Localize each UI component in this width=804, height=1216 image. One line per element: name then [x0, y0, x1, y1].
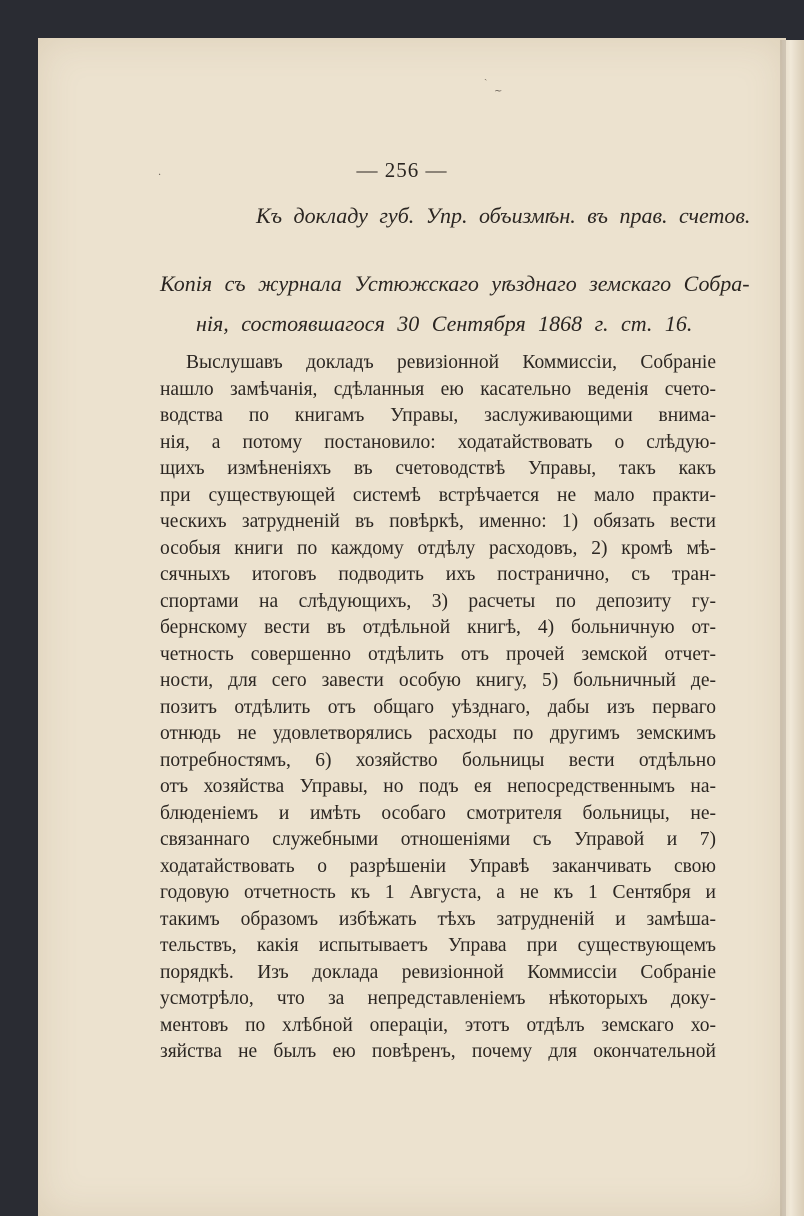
body-line: ческихъ затрудненій въ повѣркѣ, именно: 1) обязать вести — [160, 511, 716, 532]
page-edge-shadow — [780, 40, 786, 1216]
body-line: ходатайствовать о разрѣшеніи Управѣ заканчивать свою — [160, 855, 716, 877]
body-line: усмотрѣло, что за непредставленіемъ нѣкоторыхъ доку- — [160, 988, 716, 1009]
body-line: сячныхъ итоговъ подводить ихъ постранично, съ тран- — [160, 564, 716, 585]
body-line: блюденіемъ и имѣть особаго смотрителя больницы, не- — [160, 802, 716, 824]
body-line: ментовъ по хлѣбной операціи, этотъ отдѣлъ земскаго хо- — [160, 1014, 716, 1036]
body-line: ности, для сего завести особую книгу, 5) больничный де- — [160, 670, 716, 691]
body-line: водства по книгамъ Управы, заслуживающими внима- — [160, 405, 716, 426]
heading-line: нія, состоявшагося 30 Сентября 1868 г. ст. 16. — [196, 311, 693, 336]
heading-line: Копія съ журнала Устюжскаго уѣзднаго земскаго Собра- — [160, 271, 750, 296]
paper-speck: · — [158, 170, 162, 181]
body-line: потребностямъ, 6) хозяйство больницы вести отдѣльно — [160, 749, 716, 771]
body-line: годовую отчетность къ 1 Августа, а не къ 1 Сентября и — [160, 882, 716, 903]
body-line: отъ хозяйства Управы, но подъ ея непосредственнымъ на- — [160, 776, 716, 797]
body-line: такимъ образомъ избѣжать тѣхъ затрудненій и замѣша- — [160, 908, 716, 930]
body-line: бернскому вести въ отдѣльной книгѣ, 4) больничную от- — [160, 617, 716, 638]
body-line: нашло замѣчанія, сдѣланныя ею касательно веденія счето- — [160, 378, 716, 400]
body-line: отнюдь не удовлетворялись расходы по другимъ земскимъ — [160, 723, 716, 744]
paper-speck: ~ — [494, 86, 503, 97]
body-line: зяйства не былъ ею повѣренъ, почему для окончательной — [160, 1041, 716, 1062]
body-line: особыя книги по каждому отдѣлу расходовъ, 2) кромѣ мѣ- — [160, 537, 716, 559]
page-number: — 256 — — [356, 158, 448, 182]
paper-speck: ˎ — [484, 70, 488, 81]
body-line: позитъ отдѣлить отъ общаго уѣзднаго, дабы изъ перваго — [160, 696, 716, 718]
body-line: тельствъ, какія испытываетъ Управа при существующемъ — [160, 935, 716, 956]
body-line: четность совершенно отдѣлить отъ прочей земской отчет- — [160, 643, 716, 665]
body-line: при существующей системѣ встрѣчается не мало практи- — [160, 484, 716, 506]
body-line: нія, а потому постановило: ходатайствовать о слѣдую- — [160, 431, 716, 453]
header-note: Къ докладу губ. Упр. объизмѣн. въ прав. счетов. — [256, 203, 751, 228]
body-line: Выслушавъ докладъ ревизіонной Коммиссіи, Собраніе — [186, 352, 716, 373]
body-line: щихъ измѣненіяхъ въ счетоводствѣ Управы, такъ какъ — [160, 458, 716, 479]
body-line: спортами на слѣдующихъ, 3) расчеты по депозиту гу- — [160, 590, 716, 612]
body-line: порядкѣ. Изъ доклада ревизіонной Коммиссіи Собраніе — [160, 961, 716, 983]
body-line: связаннаго служебными отношеніями съ Управой и 7) — [160, 829, 716, 850]
